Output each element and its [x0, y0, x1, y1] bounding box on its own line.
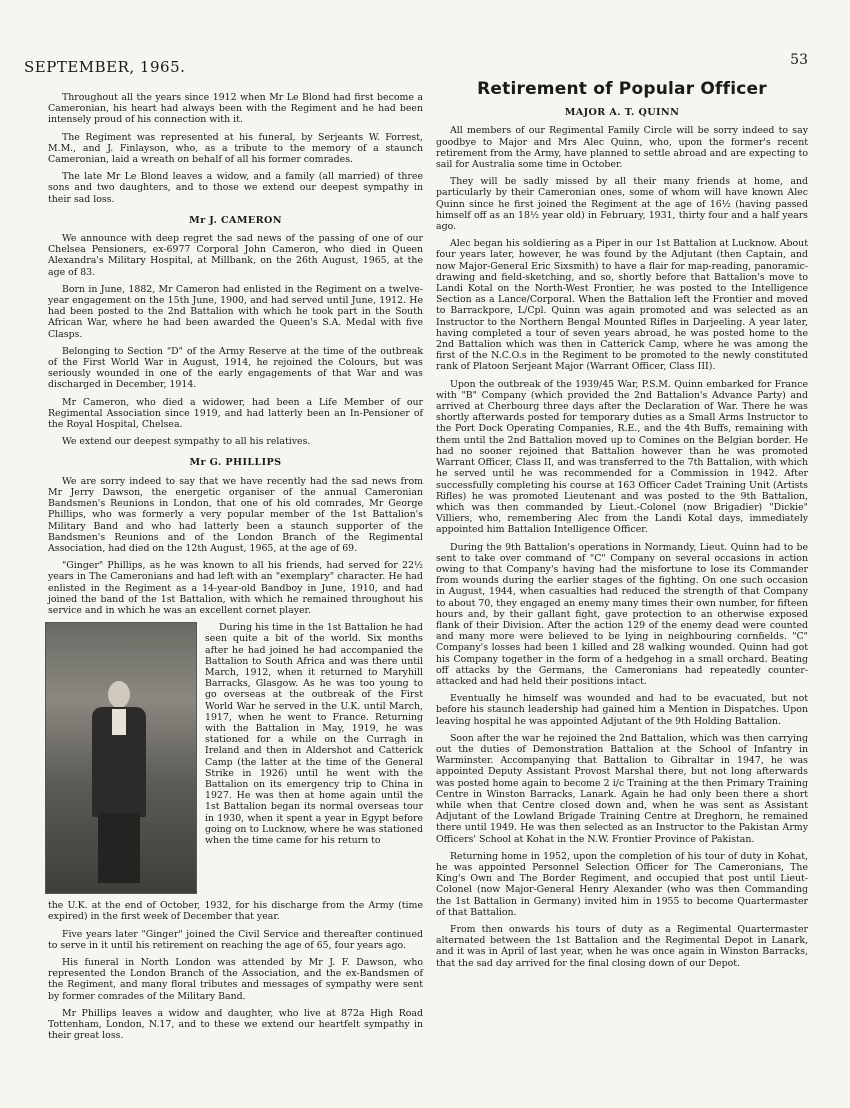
paragraph: They will be sadly missed by all their many friends at home, and particularly by their Cameronian ones, some of whom will have known Alec Quinn since he first joined the Regiment at the age of 16½ (having passed himself off as an 18½ year old) in February, 1931, thirty four and a half years ago.: [436, 176, 808, 233]
right-column: [436, 79, 808, 975]
paragraph: All members of our Regimental Family Circle will be sorry indeed to say goodbye to Major and Mrs Alec Quinn, who, upon the former's recent retirement from the Army, have planned to settle abroad and are expecting to sail for Australia some time in October.: [436, 125, 808, 171]
paragraph: Upon the outbreak of the 1939/45 War, P.S.M. Quinn embarked for France with "B" Company (which provided the 2nd Battalion's Advance Party) and arrived at Cherbourg three days after the Declaration of War. There he was shortly afterwards posted for temporary duties as a Small Arms Instructor to the Port Dock Operating Companies, R.E., and the 4th Buffs, remaining with them until the 2nd Battalion moved up to Comines on the Belgian border. He had no sooner rejoined that Battalion however than he was promoted Warrant Officer, Class II, and was transferred to the 7th Battalion, with which he served until he was recommended for a Commission in 1942. After successfully completing his course at 163 Officer Cadet Training Unit (Artists Rifles) he was promoted Lieutenant and was posted to the 9th Battalion, which was then commanded by Lieut.-Colonel (now Brigadier) "Dickie" Villiers, who, remembering Alec from the Landi Kotal days, immediately appointed him Battalion Intelligence Officer.: [436, 378, 808, 536]
paragraph: Five years later "Ginger" joined the Civil Service and thereafter continued to serve in it until his retirement on reaching the age of 65, four years ago.: [48, 928, 423, 951]
left-column: [48, 92, 423, 1047]
photo-wrap-text: [205, 622, 423, 894]
paragraph: Born in June, 1882, Mr Cameron had enlisted in the Regiment on a twelve-year engagement on the 15th June, 1900, and had served until June, 1912. He had been posted to the 2nd Battalion with which he took part in the South African War, where he had been awarded the Queen's S.A. Medal with five Clasps.: [48, 283, 423, 340]
paragraph: The late Mr Le Blond leaves a widow, and a family (all married) of three sons and two daughters, and to those we extend our deepest sympathy in their sad loss.: [48, 171, 423, 205]
paragraph: Throughout all the years since 1912 when Mr Le Blond had first become a Cameronian, his heart had always been with the Regiment and he had been intensely proud of his connection with it.: [48, 92, 423, 126]
paragraph: Mr Phillips leaves a widow and daughter, who live at 872a High Road Tottenham, London, N.17, and to these we extend our heartfelt sympathy in their great loss.: [48, 1007, 423, 1042]
issue-date: SEPTEMBER, 1965.: [24, 58, 186, 76]
paragraph: The Regiment was represented at his funeral, by Serjeants W. Forrest, M.M., and J. Finlayson, who, as a tribute to the memory of a staunch Cameronian, laid a wreath on behalf of all his former comrades.: [48, 131, 423, 166]
phillips-heading: Mr G. PHILLIPS: [189, 457, 282, 469]
paragraph: Alec began his soldiering as a Piper in our 1st Battalion at Lucknow. About four years later, however, he was found by the Adjutant (then Captain, and now Major-General Eric Sixsmith) to have a flair for map-reading, panoramic-drawing and field-sketching, and so, shortly before that Battalion's move to Landi Kotal on the North-West Frontier, he was posted to the Intelligence Section as a Lance/Corporal. When the Battalion left the Frontier and moved to Barrackpore, L/Cpl. Quinn was again promoted and was selected as an Instructor to the Northern Bengal Mounted Rifles in Darjeeling. A year later, having completed a tour of seven years abroad, he was posted home to the 2nd Battalion which was then in Catterick Camp, where he was among the first of the N.C.O.s in the Regiment to be promoted to the newly constituted rank of Platoon Serjeant Major (Warrant Officer, Class III).: [436, 238, 808, 373]
paragraph: From then onwards his tours of duty as a Regimental Quartermaster alternated between the 1st Battalion and the Regimental Depot in Lanark, and it was in April of last year, when he was once again in Winston Barracks, that the sad day arrived for the final closing down of our Depot.: [436, 924, 808, 969]
paragraph: "Ginger" Phillips, as he was known to all his friends, had served for 22½ years in The Cameronians and had left with an "exemplary" character. He had enlisted in the Regiment as a 14-year-old Bandboy in June, 1910, and had joined the band of the 1st Battalion, with which he remained throughout his service and in which he was an excellent cornet player.: [48, 560, 423, 616]
photo-figure-head: [108, 681, 130, 708]
paragraph: We extend our deepest sympathy to all his relatives.: [62, 436, 311, 448]
paragraph: During his time in the 1st Battalion he had seen quite a bit of the world. Six months after he had joined he had accompanied the Battalion to South Africa and was there until March, 1912, when it returned to Maryhill Barracks, Glasgow. As he was too young to go overseas at the outbreak of the First World War he served in the U.K. until March, 1917, when he went to France. Returning with the Battalion in May, 1919, he was stationed for a while on the Curragh in Ireland and then in Aldershot and Catterick Camp (the latter at the time of the General Strike in 1926) until he went with the Battalion on its emergency trip to China in 1927. He was then at home again until the 1st Battalion began its normal overseas tour in 1930, when it spent a year in Egypt before going on to Lucknow, where he was stationed when the time came for his return to: [205, 622, 423, 846]
article-subtitle: MAJOR A. T. QUINN: [564, 107, 680, 119]
paragraph: Soon after the war he rejoined the 2nd Battalion, which was then carrying out the duties of Demonstration Battalion at the School of Infantry in Warminster. Accompanying that Battalion to Gibraltar in 1947, he was appointed Deputy Assistant Provost Marshal there, but not long afterwards was posted home again to become 2 i/c Training at the then Primary Training Centre in Winston Barracks, Lanark. Again he had only been there a short while when that Centre closed down and, when he was sent as Assistant Adjutant of the Lowland Brigade Training Centre at Dreghorn, he remained there until 1949. He was then selected as an Instructor to the Pakistan Army Officers' School at Kohat in the N.W. Frontier Province of Pakistan.: [436, 732, 808, 845]
paragraph: Belonging to Section "D" of the Army Reserve at the time of the outbreak of the First World War in August, 1914, he rejoined the Colours, but was seriously wounded in one of the early engagements of that War and was discharged in December, 1914.: [48, 345, 423, 391]
photo-figure-shirt: [112, 709, 126, 735]
cameron-heading: Mr J. CAMERON: [189, 214, 282, 226]
paragraph: We announce with deep regret the sad news of the passing of one of our Chelsea Pensioners, ex-6977 Corporal John Cameron, who died in Queen Alexandra's Military Hospital, at Millbank, on the 26th August, 1965, at the age of 83.: [48, 233, 423, 278]
paragraph: We are sorry indeed to say that we have recently had the sad news from Mr Jerry Dawson, the energetic organiser of the annual Cameronian Bandsmen's Reunions in London, that one of his old comrades, Mr George Phillips, who was formerly a very popular member of the 1st Battalion's Military Band and who had latterly been a staunch supporter of the Bandsmen's Reunions and of the London Branch of the Regimental Association, had died on the 12th August, 1965, at the age of 69.: [48, 475, 423, 554]
article-title: Retirement of Popular Officer: [477, 79, 767, 99]
paragraph: During the 9th Battalion's operations in Normandy, Lieut. Quinn had to be sent to take over command of "C" Company on several occasions in action owing to that Company's having had the misfortune to lose its Commander from wounds during the earlier stages of the fighting. On one such occasion in August, 1944, when casualties had reduced the strength of that Company to about 70, they engaged an enemy many times their own number, for fifteen hours and, by their gallant fight, gave protection to an otherwise exposed flank of their Division. After the action 129 of the enemy dead were counted and many more were believed to be lying in neighbouring cornfields. "C" Company's losses had been 1 killed and 28 walking wounded. Quinn had got his Company together in the form of a hedgehog in a small orchard. Beating off attacks by the Germans, the Cameronians had repeatedly counter-attacked and had held their positions intact.: [436, 541, 808, 687]
photo-section: [48, 622, 423, 894]
portrait-photo: [45, 622, 197, 894]
photo-figure-legs: [98, 813, 140, 883]
paragraph: Eventually he himself was wounded and had to be evacuated, but not before his staunch leadership had gained him a Mention in Dispatches. Upon leaving hospital he was appointed Adjutant of the 9th Holding Battalion.: [436, 693, 808, 727]
paragraph: Mr Cameron, who died a widower, had been a Life Member of our Regimental Association since 1919, and had latterly been an In-Pensioner of the Royal Hospital, Chelsea.: [48, 396, 423, 431]
paragraph: His funeral in North London was attended by Mr J. F. Dawson, who represented the London Branch of the Association, and the ex-Bandsmen of the Regiment, and many floral tributes and messages of sympathy were sent by former comrades of the Military Band.: [48, 956, 423, 1002]
paragraph: the U.K. at the end of October, 1932, for his discharge from the Army (time expired) in the first week of December that year.: [48, 900, 423, 923]
page-number: 53: [790, 52, 808, 68]
paragraph: Returning home in 1952, upon the completion of his tour of duty in Kohat, he was appointed Personnel Selection Officer for The Cameronians, The King's Own and The Border Regiment, and occupied that post until Lieut-Colonel (now Major-General Henry Alexander (who was then Commanding the 1st Battalion in Germany) invited him in 1955 to become Quartermaster of that Battalion.: [436, 850, 808, 918]
